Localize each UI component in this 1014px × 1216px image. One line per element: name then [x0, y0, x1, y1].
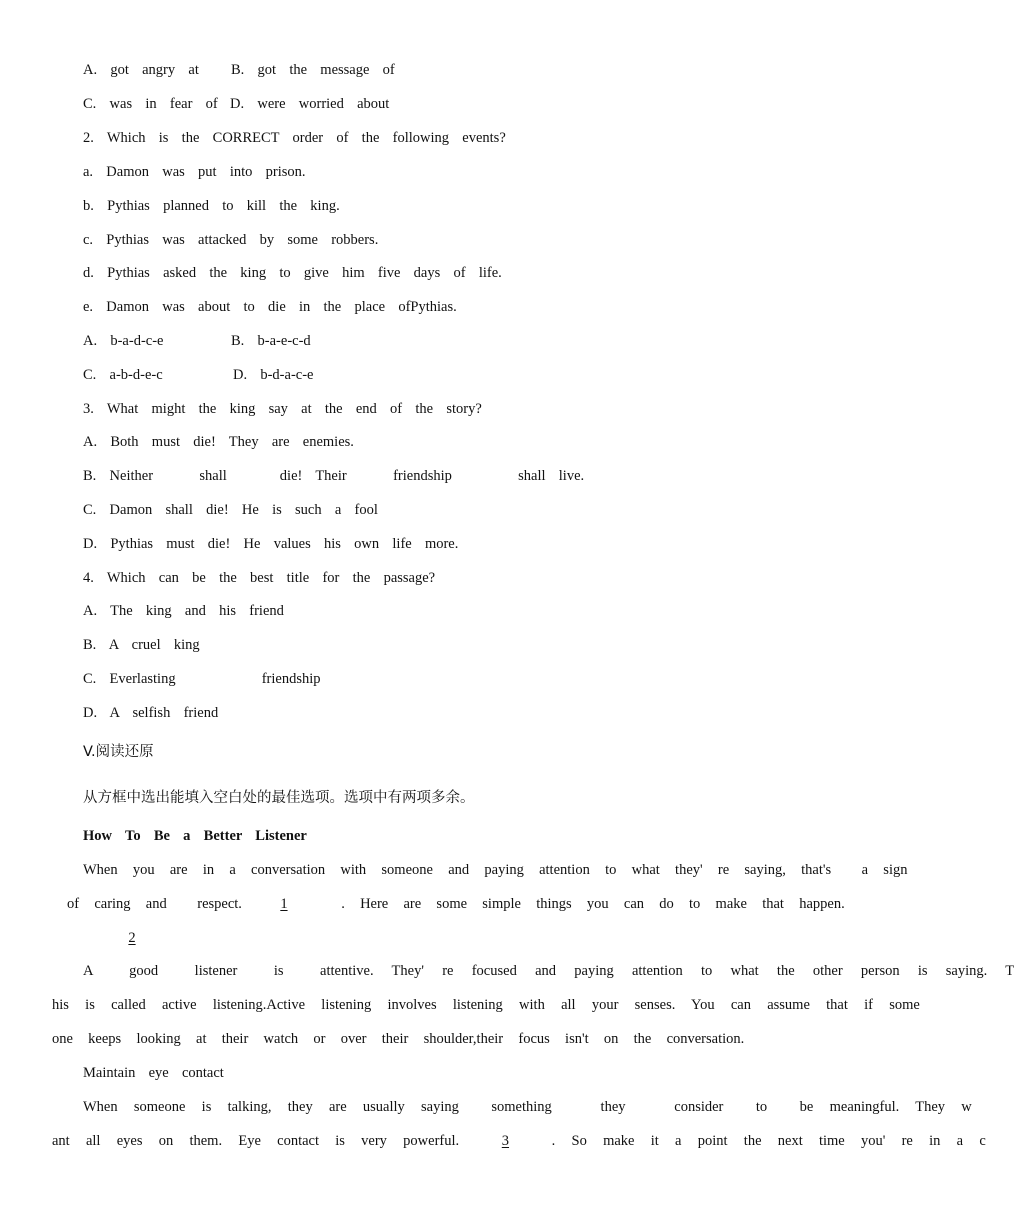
p3-line2-text-after: . So make it a point the next time you' re in a c — [535, 1133, 986, 1149]
blank-3-number: 3 — [501, 1133, 510, 1149]
q3-option-b: B. Neither shall die! Their friendship shall live. — [83, 468, 585, 484]
passage-p2-line2: his is called active listening.Active listening involves listening with all your senses. You can assume that if some — [52, 997, 920, 1013]
blank-2-number: 2 — [128, 930, 136, 946]
q2-event-d: d. Pythias asked the king to give him five days of life. — [83, 265, 502, 281]
q2-event-b: b. Pythias planned to kill the king. — [83, 198, 340, 214]
passage-p2-line3: one keeps looking at their watch or over their shoulder,their focus isn't on the conversation. — [52, 1031, 745, 1047]
passage-p1-line1: When you are in a conversation with someone and paying attention to what they' re saying, that's a sign — [83, 862, 908, 878]
q2-question: 2. Which is the CORRECT order of the following events? — [83, 130, 506, 146]
q4-option-a: A. The king and his friend — [83, 603, 284, 619]
blank-3 — [475, 1132, 535, 1150]
passage-p2-line1: A good listener is attentive. They' re focused and paying attention to what the other person is saying. T — [83, 963, 1014, 979]
q4-question: 4. Which can be the best title for the passage? — [83, 570, 436, 586]
blank-1 — [242, 895, 326, 913]
q2-option-c: C. a-b-d-e-c — [83, 367, 163, 383]
q1-option-d: D. were worried about — [230, 96, 390, 112]
q1-option-b: B. got the message of — [231, 62, 395, 78]
q2-option-b: B. b-a-e-c-d — [231, 333, 311, 349]
q3-question: 3. What might the king say at the end of the story? — [83, 401, 482, 417]
passage-title: How To Be a Better Listener — [83, 828, 307, 844]
passage-p3-line2 — [52, 1132, 986, 1150]
section-heading: V.阅读还原 — [83, 744, 154, 760]
p1-line2-text-before: of caring and respect. — [67, 896, 242, 912]
q4-option-d: D. A selfish friend — [83, 705, 219, 721]
q2-option-a: A. b-a-d-c-e — [83, 333, 164, 349]
q4-option-c: C. Everlasting friendship — [83, 671, 321, 687]
q1-option-c: C. was in fear of — [83, 96, 218, 112]
q2-event-e: e. Damon was about to die in the place ofPythias. — [83, 299, 457, 315]
p3-line2-text-before: ant all eyes on them. Eye contact is very powerful. — [52, 1133, 476, 1149]
section-instruction: 从方框中选出能填入空白处的最佳选项。选项中有两项多余。 — [83, 790, 475, 806]
blank-1-number: 1 — [280, 896, 288, 912]
p1-line2-text-after: . Here are some simple things you can do to make that happen. — [325, 896, 845, 912]
q3-option-d: D. Pythias must die! He values his own life more. — [83, 536, 459, 552]
passage-p1-line2 — [67, 895, 845, 913]
passage-p3-line1: When someone is talking, they are usually saying something they consider to be meaningful. They w — [83, 1099, 972, 1115]
blank-2 — [83, 929, 181, 947]
passage-subheading: Maintain eye contact — [83, 1065, 224, 1081]
q2-event-a: a. Damon was put into prison. — [83, 164, 306, 180]
q3-option-c: C. Damon shall die! He is such a fool — [83, 502, 378, 518]
q2-option-d: D. b-d-a-c-e — [233, 367, 314, 383]
q3-option-a: A. Both must die! They are enemies. — [83, 434, 354, 450]
blank-2-line — [83, 929, 181, 947]
q2-event-c: c. Pythias was attacked by some robbers. — [83, 232, 379, 248]
q4-option-b: B. A cruel king — [83, 637, 200, 653]
q1-option-a: A. got angry at — [83, 62, 199, 78]
